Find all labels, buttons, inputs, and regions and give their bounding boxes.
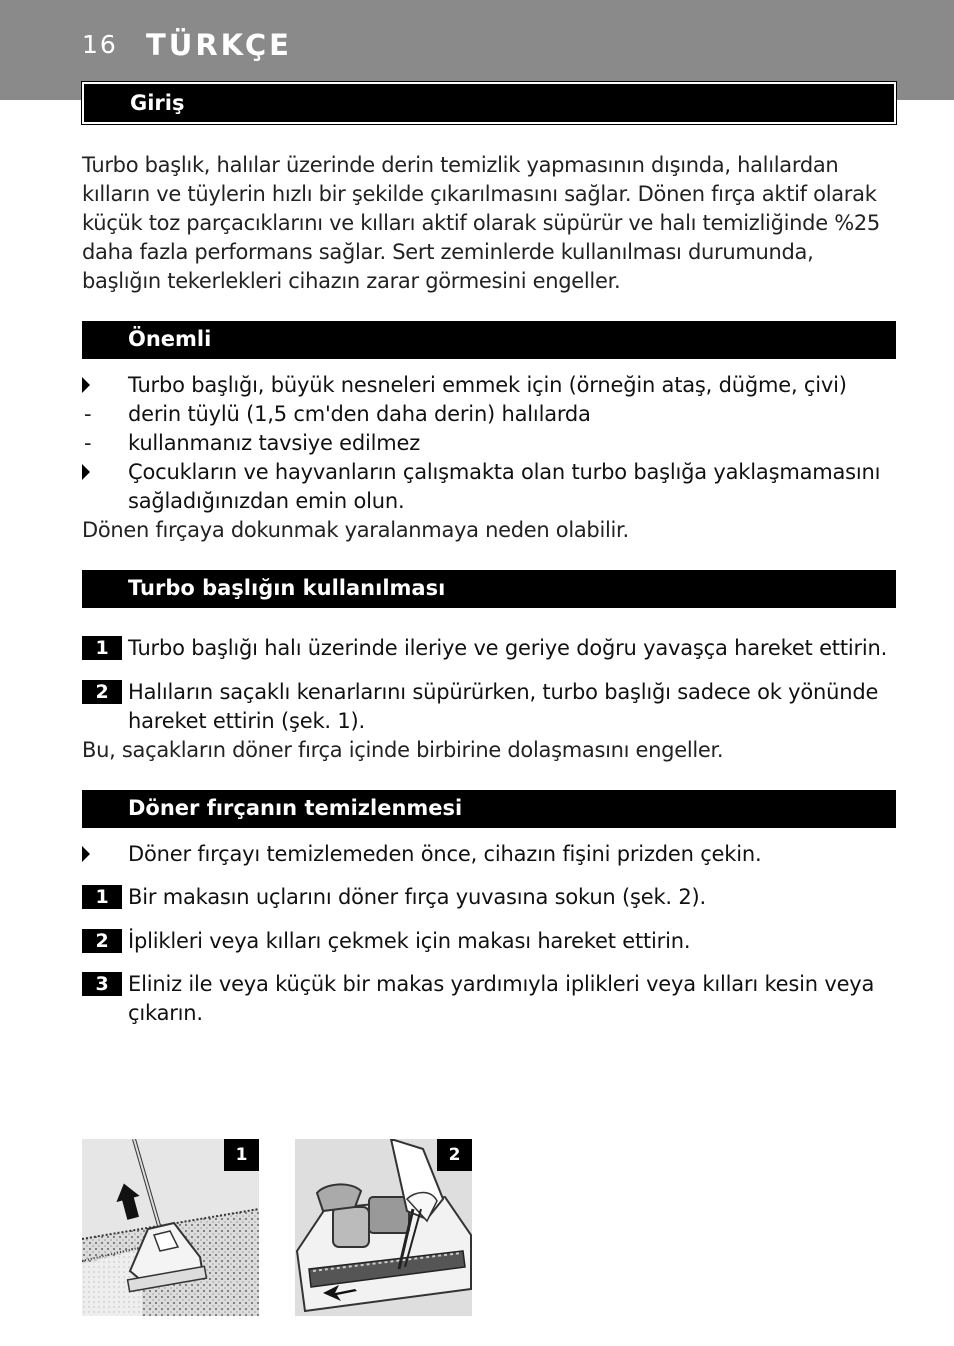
section-heading-cleaning: [82, 790, 896, 828]
figure-label: 2: [437, 1139, 472, 1171]
language-title: TÜRKÇE: [146, 28, 292, 62]
step-text: Bir makasın uçlarını döner fırça yuvasına sokun (şek. 2).: [128, 885, 707, 909]
step-text: Eliniz ile veya küçük bir makas yardımıyla iplikleri veya kılları kesin veya çıkarın.: [128, 972, 875, 1025]
step-number: 2: [82, 929, 122, 953]
step-text: İplikleri veya kılları çekmek için makası hareket ettirin.: [128, 929, 691, 953]
step-number: 2: [82, 680, 122, 704]
list-item-text: Turbo başlığı, büyük nesneleri emmek için (örneğin ataş, düğme, çivi): [128, 373, 847, 397]
section-heading-important: [82, 321, 896, 359]
important-note: Dönen fırçaya dokunmak yaralanmaya neden olabilir.: [82, 518, 629, 542]
dash-icon: -: [84, 431, 92, 455]
step-number: 1: [82, 885, 122, 909]
intro-paragraph: Turbo başlık, halılar üzerinde derin temizlik yapmasının dışında, halılardan kılların ve tüylerin hızlı bir şekilde çıkarılmasını sağlar. Dönen fırça aktif olarak küçük toz parçacıklarını ve kılları aktif olarak süpürür ve halı temizliğinde %25 daha fazla performans sağlar. Sert zeminlerde kullanılması durumunda, başlığın tekerlekleri cihazın zarar görmesini engeller.: [82, 153, 880, 293]
list-item-text: kullanmanız tavsiye edilmez: [128, 431, 421, 455]
dash-icon: -: [84, 402, 92, 426]
page-number: 16: [82, 30, 118, 59]
usage-note: Bu, saçakların döner fırça içinde birbirine dolaşmasını engeller.: [82, 738, 724, 762]
step-number: 3: [82, 972, 122, 996]
list-item-text: Döner fırçayı temizlemeden önce, cihazın fişini prizden çekin.: [128, 842, 762, 866]
section-heading-intro: [82, 82, 896, 124]
step-text: Halıların saçaklı kenarlarını süpürürken, turbo başlığı sadece ok yönünde hareket ettirin (şek. 1).: [128, 680, 879, 733]
figure-2: [295, 1139, 472, 1316]
list-item-text: derin tüylü (1,5 cm'den daha derin) halılarda: [128, 402, 591, 426]
bullet-icon: [82, 464, 90, 480]
bullet-icon: [82, 377, 90, 393]
section-heading-usage: [82, 570, 896, 608]
section-title: Giriş: [130, 91, 185, 115]
figure-1: [82, 1139, 259, 1316]
section-title: Döner fırçanın temizlenmesi: [128, 796, 463, 820]
step-text: Turbo başlığı halı üzerinde ileriye ve geriye doğru yavaşça hareket ettirin.: [128, 636, 888, 660]
section-title: Turbo başlığın kullanılması: [128, 576, 446, 600]
list-item-text: Çocukların ve hayvanların çalışmakta olan turbo başlığa yaklaşmamasını sağladığınızdan emin olun.: [128, 460, 881, 513]
bullet-icon: [82, 846, 90, 862]
figure-label: 1: [224, 1139, 259, 1171]
step-number: 1: [82, 636, 122, 660]
section-title: Önemli: [128, 327, 212, 351]
